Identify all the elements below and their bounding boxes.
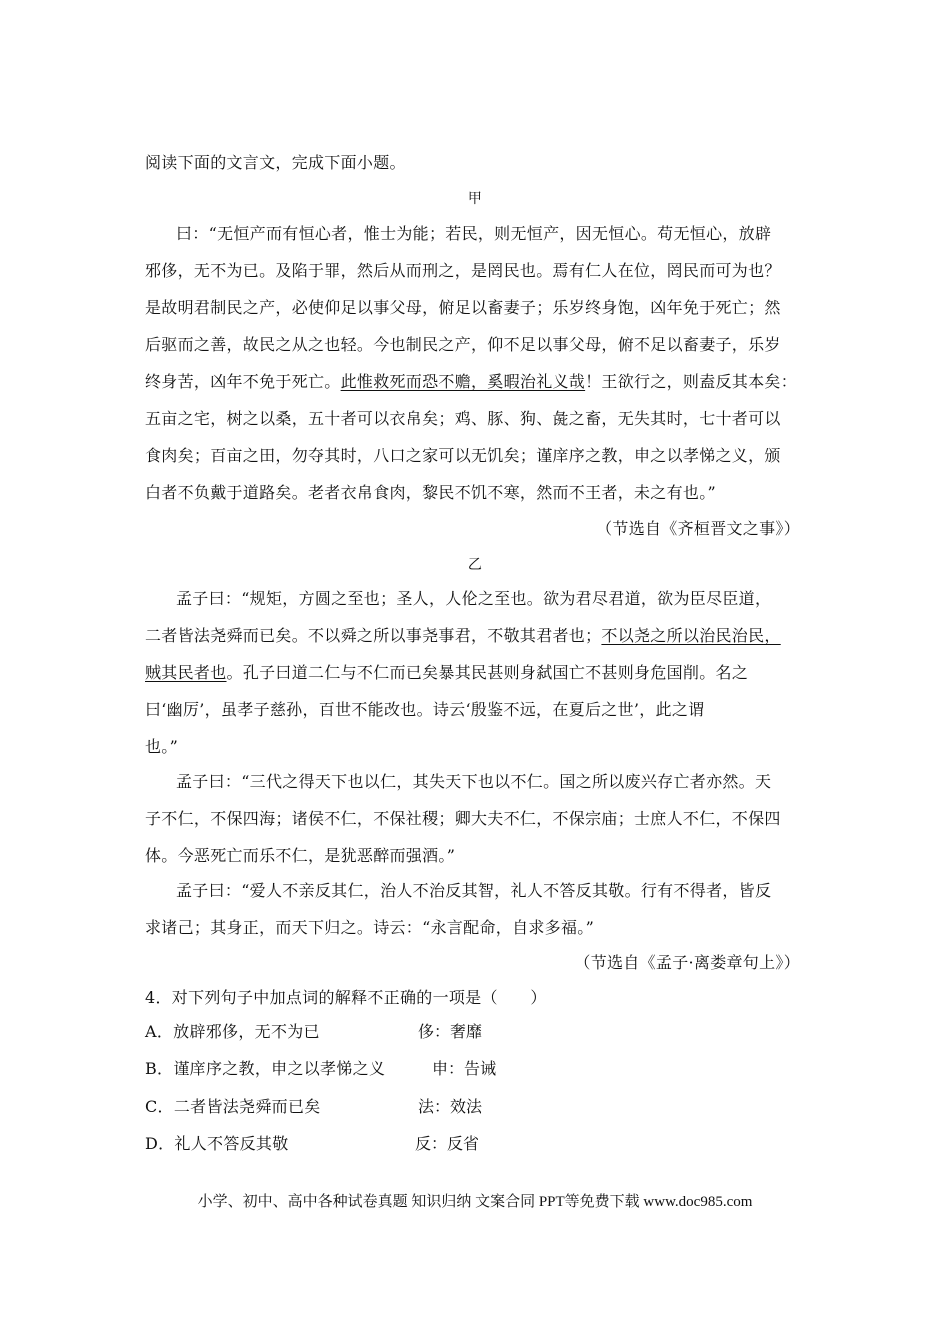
- option-c-text: C．二者皆法尧舜而已矣: [145, 1097, 321, 1116]
- passage-b-line: 体。今恶死亡而乐不仁，是犹恶醉而强酒。”: [145, 846, 456, 865]
- passage-b-line: 孟子曰：“三代之得天下也以仁，其失天下也以不仁。国之所以废兴存亡者亦然。天: [176, 772, 772, 791]
- passage-b-source: （节选自《孟子·离娄章句上》）: [574, 953, 800, 972]
- passage-a-line: [145, 371, 797, 393]
- question-stem: 4．对下列句子中加点词的解释不正确的一项是（ ）: [145, 988, 547, 1007]
- passage-b-line: 孟子曰：“规矩，方圆之至也；圣人，人伦之至也。欲为君尽君道，欲为臣尽臣道，: [176, 589, 772, 608]
- page-footer[interactable]: 小学、初中、高中各种试卷真题 知识归纳 文案合同 PPT等免费下载 www.doc985.com: [197, 1194, 753, 1210]
- option-a-text: A．放辟邪侈，无不为已: [145, 1022, 320, 1041]
- passage-b-line: [145, 625, 781, 647]
- passage-a-line: 食肉矣；百亩之田，勿夺其时，八口之家可以无饥矣；谨庠序之教，申之以孝悌之义，颁: [145, 446, 781, 465]
- passage-b-line: 子不仁，不保四海；诸侯不仁，不保社稷；卿大夫不仁，不保宗庙；士庶人不仁，不保四: [145, 809, 781, 828]
- passage-a-source: （节选自《齐桓晋文之事》）: [596, 519, 800, 538]
- passage-a-text: ！王欲行之，则盍反其本矣：: [585, 372, 798, 391]
- passage-b-line: 曰‘幽厉’，虽孝子慈孙，百世不能改也。诗云‘殷鉴不远，在夏后之世’，此之谓: [145, 700, 705, 719]
- passage-a-heading: 甲: [467, 191, 483, 207]
- option-b-text: B．谨庠序之教，申之以孝悌之义: [145, 1059, 386, 1078]
- option-c-gloss: 法：效法: [418, 1097, 483, 1116]
- option-d-gloss: 反：反省: [415, 1134, 480, 1153]
- underlined-sentence: 贼其民者也: [145, 663, 227, 682]
- intro-text: 阅读下面的文言文，完成下面小题。: [145, 153, 406, 172]
- passage-a-text: 终身苦，凶年不免于死亡。: [145, 372, 341, 391]
- passage-a-line: 邪侈，无不为已。及陷于罪，然后从而刑之，是罔民也。焉有仁人在位，罔民而可为也？: [145, 261, 781, 280]
- passage-b-text: 。孔子曰道二仁与不仁而已矣暴其民甚则身弑国亡不甚则身危国削。名之: [226, 663, 749, 682]
- passage-b-line: [145, 662, 748, 684]
- passage-b-line: 求诸己；其身正，而天下归之。诗云：“永言配命，自求多福。”: [145, 918, 595, 937]
- underlined-sentence: 此惟救死而恐不赡，奚暇治礼义哉: [340, 372, 586, 391]
- passage-b-line: 孟子曰：“爱人不亲反其仁，治人不治反其智，礼人不答反其敬。行有不得者，皆反: [176, 881, 772, 900]
- passage-b-line: 也。”: [145, 737, 179, 756]
- option-d-text: D．礼人不答反其敬: [145, 1134, 289, 1153]
- underlined-sentence: 不以尧之所以治民治民，: [601, 626, 781, 645]
- passage-a-line: 是故明君制民之产，必使仰足以事父母，俯足以畜妻子；乐岁终身饱，凶年免于死亡；然: [145, 298, 781, 317]
- passage-a-line: 五亩之宅，树之以桑，五十者可以衣帛矣；鸡、豚、狗、彘之畜，无失其时，七十者可以: [145, 409, 781, 428]
- passage-b-heading: 乙: [467, 557, 483, 573]
- option-a-gloss: 侈：奢靡: [418, 1022, 483, 1041]
- passage-a-line: 曰：“无恒产而有恒心者，惟士为能；若民，则无恒产，因无恒心。苟无恒心，放辟: [176, 224, 772, 243]
- option-b-gloss: 申：告诫: [432, 1059, 497, 1078]
- passage-b-text: 二者皆法尧舜而已矣。不以舜之所以事尧事君，不敬其君者也；: [145, 626, 602, 645]
- passage-a-line: 后驱而之善，故民之从之也轻。今也制民之产，仰不足以事父母，俯不足以畜妻子，乐岁: [145, 335, 781, 354]
- passage-a-line: 白者不负戴于道路矣。老者衣帛食肉，黎民不饥不寒，然而不王者，未之有也。”: [145, 483, 716, 502]
